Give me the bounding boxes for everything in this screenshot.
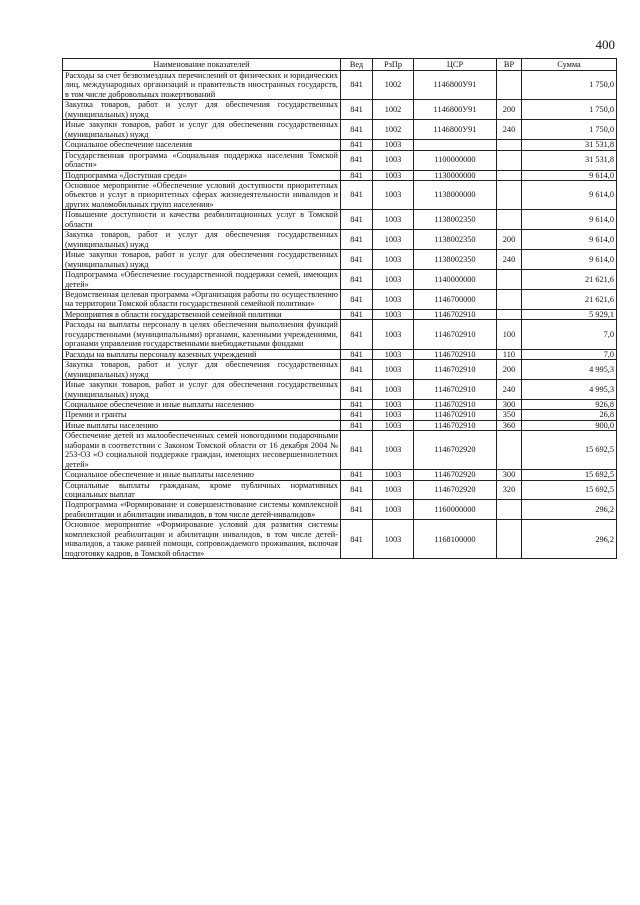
cell-csr: 1168100000 xyxy=(414,520,497,559)
table-row xyxy=(63,180,617,209)
cell-rzpr: 1003 xyxy=(373,140,414,150)
cell-ved: 841 xyxy=(341,120,373,140)
cell-rzpr: 1003 xyxy=(373,380,414,400)
cell-sum: 9 614,0 xyxy=(522,180,617,209)
cell-vr: 240 xyxy=(497,120,522,140)
cell-csr: 1138000000 xyxy=(414,180,497,209)
cell-vr xyxy=(497,71,522,100)
cell-csr: 1146702920 xyxy=(414,480,497,500)
cell-name: Ведомственная целевая программа «Организация работы по осуществлению на территории Томской области государственной семейной политики» xyxy=(63,289,341,309)
cell-name: Закупка товаров, работ и услуг для обеспечения государственных (муниципальных) нужд xyxy=(63,100,341,120)
cell-sum: 9 614,0 xyxy=(522,230,617,250)
cell-csr: 1140000000 xyxy=(414,270,497,290)
table-header-row xyxy=(63,59,617,71)
cell-rzpr: 1003 xyxy=(373,520,414,559)
cell-sum: 1 750,0 xyxy=(522,120,617,140)
cell-rzpr: 1003 xyxy=(373,270,414,290)
cell-rzpr: 1003 xyxy=(373,349,414,359)
cell-csr: 1138002350 xyxy=(414,210,497,230)
cell-csr: 1146800У91 xyxy=(414,71,497,100)
cell-vr: 240 xyxy=(497,250,522,270)
cell-name: Подпрограмма «Формирование и совершенствование системы комплексной реабилитации и абилитации инвалидов, в том числе детей-инвалидов» xyxy=(63,500,341,520)
cell-rzpr: 1002 xyxy=(373,100,414,120)
cell-name: Иные закупки товаров, работ и услуг для обеспечения государственных (муниципальных) нужд xyxy=(63,250,341,270)
table-row xyxy=(63,410,617,420)
cell-name: Расходы на выплаты персоналу казенных учреждений xyxy=(63,349,341,359)
cell-ved: 841 xyxy=(341,480,373,500)
cell-vr: 300 xyxy=(497,470,522,480)
cell-name: Основное мероприятие «Обеспечение условий доступности приоритетных объектов и услуг в приоритетных сферах жизнедеятельности инвалидов и других маломобильных групп населения» xyxy=(63,180,341,209)
budget-table xyxy=(62,58,617,559)
cell-sum: 31 531,8 xyxy=(522,150,617,170)
cell-vr: 110 xyxy=(497,349,522,359)
cell-sum: 1 750,0 xyxy=(522,71,617,100)
cell-vr xyxy=(497,431,522,470)
cell-csr: 1160000000 xyxy=(414,500,497,520)
page-number: 400 xyxy=(595,37,615,52)
cell-name: Иные закупки товаров, работ и услуг для обеспечения государственных (муниципальных) нужд xyxy=(63,380,341,400)
cell-rzpr: 1003 xyxy=(373,480,414,500)
cell-vr xyxy=(497,520,522,559)
cell-sum: 296,2 xyxy=(522,520,617,559)
table-row xyxy=(63,230,617,250)
cell-name: Закупка товаров, работ и услуг для обеспечения государственных (муниципальных) нужд xyxy=(63,230,341,250)
table-row xyxy=(63,480,617,500)
cell-csr: 1146702910 xyxy=(414,399,497,409)
cell-vr xyxy=(497,180,522,209)
cell-ved: 841 xyxy=(341,431,373,470)
cell-vr: 200 xyxy=(497,100,522,120)
table-row xyxy=(63,431,617,470)
cell-ved: 841 xyxy=(341,230,373,250)
cell-ved: 841 xyxy=(341,150,373,170)
cell-name: Расходы на выплаты персоналу в целях обеспечения выполнения функций государственными (муниципальными) органами, казенными учреждениями, органами управления государственными внебюджетными фондами xyxy=(63,320,341,349)
table-row xyxy=(63,399,617,409)
cell-vr xyxy=(497,309,522,319)
table-row xyxy=(63,150,617,170)
cell-csr: 1146702910 xyxy=(414,349,497,359)
cell-sum: 7,0 xyxy=(522,320,617,349)
cell-csr: 1130000000 xyxy=(414,170,497,180)
cell-csr: 1146702910 xyxy=(414,360,497,380)
cell-ved: 841 xyxy=(341,140,373,150)
cell-vr xyxy=(497,210,522,230)
cell-ved: 841 xyxy=(341,309,373,319)
cell-csr: 1146800У91 xyxy=(414,120,497,140)
cell-rzpr: 1002 xyxy=(373,71,414,100)
cell-name: Обеспечение детей из малообеспеченных семей новогодними подарочными наборами в соответствии с Законом Томской области от 16 декабря 2004 № 253-ОЗ «О социальной поддержке граждан, имеющих несовершеннолетних детей» xyxy=(63,431,341,470)
cell-sum: 5 929,1 xyxy=(522,309,617,319)
cell-ved: 841 xyxy=(341,210,373,230)
cell-sum: 9 614,0 xyxy=(522,210,617,230)
cell-sum: 4 995,3 xyxy=(522,360,617,380)
cell-name: Закупка товаров, работ и услуг для обеспечения государственных (муниципальных) нужд xyxy=(63,360,341,380)
table-row xyxy=(63,470,617,480)
cell-sum: 900,0 xyxy=(522,420,617,430)
cell-name: Повышение доступности и качества реабилитационных услуг в Томской области xyxy=(63,210,341,230)
cell-ved: 841 xyxy=(341,410,373,420)
cell-vr: 200 xyxy=(497,230,522,250)
cell-sum: 15 692,5 xyxy=(522,480,617,500)
cell-vr xyxy=(497,500,522,520)
cell-rzpr: 1003 xyxy=(373,230,414,250)
cell-ved: 841 xyxy=(341,289,373,309)
cell-rzpr: 1003 xyxy=(373,360,414,380)
cell-csr: 1146702910 xyxy=(414,380,497,400)
cell-csr: 1146702910 xyxy=(414,420,497,430)
table-row xyxy=(63,140,617,150)
cell-name: Мероприятия в области государственной семейной политики xyxy=(63,309,341,319)
cell-csr: 1146702920 xyxy=(414,470,497,480)
cell-name: Государственная программа «Социальная поддержка населения Томской области» xyxy=(63,150,341,170)
cell-name: Подпрограмма «Доступная среда» xyxy=(63,170,341,180)
cell-name: Социальное обеспечение населения xyxy=(63,140,341,150)
cell-ved: 841 xyxy=(341,250,373,270)
cell-rzpr: 1003 xyxy=(373,500,414,520)
cell-sum: 9 614,0 xyxy=(522,170,617,180)
cell-ved: 841 xyxy=(341,380,373,400)
cell-sum: 4 995,3 xyxy=(522,380,617,400)
table-row xyxy=(63,250,617,270)
cell-ved: 841 xyxy=(341,270,373,290)
cell-csr: 1146800У91 xyxy=(414,100,497,120)
cell-ved: 841 xyxy=(341,420,373,430)
cell-csr xyxy=(414,140,497,150)
table-row xyxy=(63,289,617,309)
cell-rzpr: 1003 xyxy=(373,399,414,409)
cell-rzpr: 1002 xyxy=(373,120,414,140)
cell-csr: 1100000000 xyxy=(414,150,497,170)
table-row xyxy=(63,170,617,180)
cell-name: Социальное обеспечение и иные выплаты населению xyxy=(63,470,341,480)
header-name: Наименование показателей xyxy=(63,59,341,71)
cell-rzpr: 1003 xyxy=(373,150,414,170)
cell-rzpr: 1003 xyxy=(373,470,414,480)
cell-name: Премии и гранты xyxy=(63,410,341,420)
header-vr: ВР xyxy=(497,59,522,71)
cell-ved: 841 xyxy=(341,360,373,380)
header-rzpr: РзПр xyxy=(373,59,414,71)
cell-rzpr: 1003 xyxy=(373,210,414,230)
cell-ved: 841 xyxy=(341,349,373,359)
cell-sum: 26,8 xyxy=(522,410,617,420)
table-row xyxy=(63,309,617,319)
cell-vr xyxy=(497,170,522,180)
cell-vr: 300 xyxy=(497,399,522,409)
cell-name: Подпрограмма «Обеспечение государственной поддержки семей, имеющих детей» xyxy=(63,270,341,290)
cell-rzpr: 1003 xyxy=(373,289,414,309)
cell-sum: 21 621,6 xyxy=(522,270,617,290)
header-csr: ЦСР xyxy=(414,59,497,71)
cell-ved: 841 xyxy=(341,320,373,349)
table-row xyxy=(63,520,617,559)
cell-sum: 15 692,5 xyxy=(522,470,617,480)
cell-vr: 200 xyxy=(497,360,522,380)
cell-vr: 240 xyxy=(497,380,522,400)
cell-rzpr: 1003 xyxy=(373,309,414,319)
cell-name: Социальные выплаты гражданам, кроме публичных нормативных социальных выплат xyxy=(63,480,341,500)
cell-name: Основное мероприятие «Формирование условий для развития системы комплексной реабилитации и абилитации инвалидов, в том числе детей-инвалидов, а также ранней помощи, сопровождаемого проживания, включая подготовку кадров, в Томской области» xyxy=(63,520,341,559)
cell-ved: 841 xyxy=(341,170,373,180)
table-row xyxy=(63,100,617,120)
cell-csr: 1146702910 xyxy=(414,410,497,420)
header-sum: Сумма xyxy=(522,59,617,71)
cell-rzpr: 1003 xyxy=(373,320,414,349)
cell-csr: 1146702910 xyxy=(414,320,497,349)
cell-ved: 841 xyxy=(341,399,373,409)
cell-rzpr: 1003 xyxy=(373,431,414,470)
cell-rzpr: 1003 xyxy=(373,170,414,180)
cell-name: Иные закупки товаров, работ и услуг для обеспечения государственных (муниципальных) нужд xyxy=(63,120,341,140)
cell-vr xyxy=(497,150,522,170)
cell-csr: 1138002350 xyxy=(414,250,497,270)
table-row xyxy=(63,349,617,359)
cell-csr: 1146700000 xyxy=(414,289,497,309)
table-row xyxy=(63,320,617,349)
cell-rzpr: 1003 xyxy=(373,410,414,420)
cell-ved: 841 xyxy=(341,500,373,520)
cell-csr: 1146702910 xyxy=(414,309,497,319)
cell-ved: 841 xyxy=(341,470,373,480)
cell-name: Иные выплаты населению xyxy=(63,420,341,430)
table-row xyxy=(63,360,617,380)
header-ved: Вед xyxy=(341,59,373,71)
cell-csr: 1138002350 xyxy=(414,230,497,250)
cell-ved: 841 xyxy=(341,180,373,209)
cell-ved: 841 xyxy=(341,71,373,100)
table-row xyxy=(63,420,617,430)
cell-ved: 841 xyxy=(341,100,373,120)
cell-vr: 360 xyxy=(497,420,522,430)
cell-sum: 15 692,5 xyxy=(522,431,617,470)
cell-vr: 100 xyxy=(497,320,522,349)
cell-sum: 31 531,8 xyxy=(522,140,617,150)
cell-vr xyxy=(497,270,522,290)
cell-sum: 926,8 xyxy=(522,399,617,409)
cell-rzpr: 1003 xyxy=(373,250,414,270)
table-row xyxy=(63,120,617,140)
cell-sum: 7,0 xyxy=(522,349,617,359)
cell-rzpr: 1003 xyxy=(373,180,414,209)
cell-sum: 9 614,0 xyxy=(522,250,617,270)
table-row xyxy=(63,500,617,520)
cell-vr xyxy=(497,289,522,309)
cell-csr: 1146702920 xyxy=(414,431,497,470)
table-row xyxy=(63,71,617,100)
cell-vr xyxy=(497,140,522,150)
cell-name: Расходы за счет безвозмездных перечислений от физических и юридических лиц, международных организаций и правительств иностранных государств, в том числе добровольных пожертвований xyxy=(63,71,341,100)
table-row xyxy=(63,210,617,230)
cell-sum: 21 621,6 xyxy=(522,289,617,309)
table-row xyxy=(63,270,617,290)
cell-ved: 841 xyxy=(341,520,373,559)
table-row xyxy=(63,380,617,400)
cell-vr: 320 xyxy=(497,480,522,500)
cell-name: Социальное обеспечение и иные выплаты населению xyxy=(63,399,341,409)
cell-rzpr: 1003 xyxy=(373,420,414,430)
cell-sum: 296,2 xyxy=(522,500,617,520)
cell-sum: 1 750,0 xyxy=(522,100,617,120)
cell-vr: 350 xyxy=(497,410,522,420)
